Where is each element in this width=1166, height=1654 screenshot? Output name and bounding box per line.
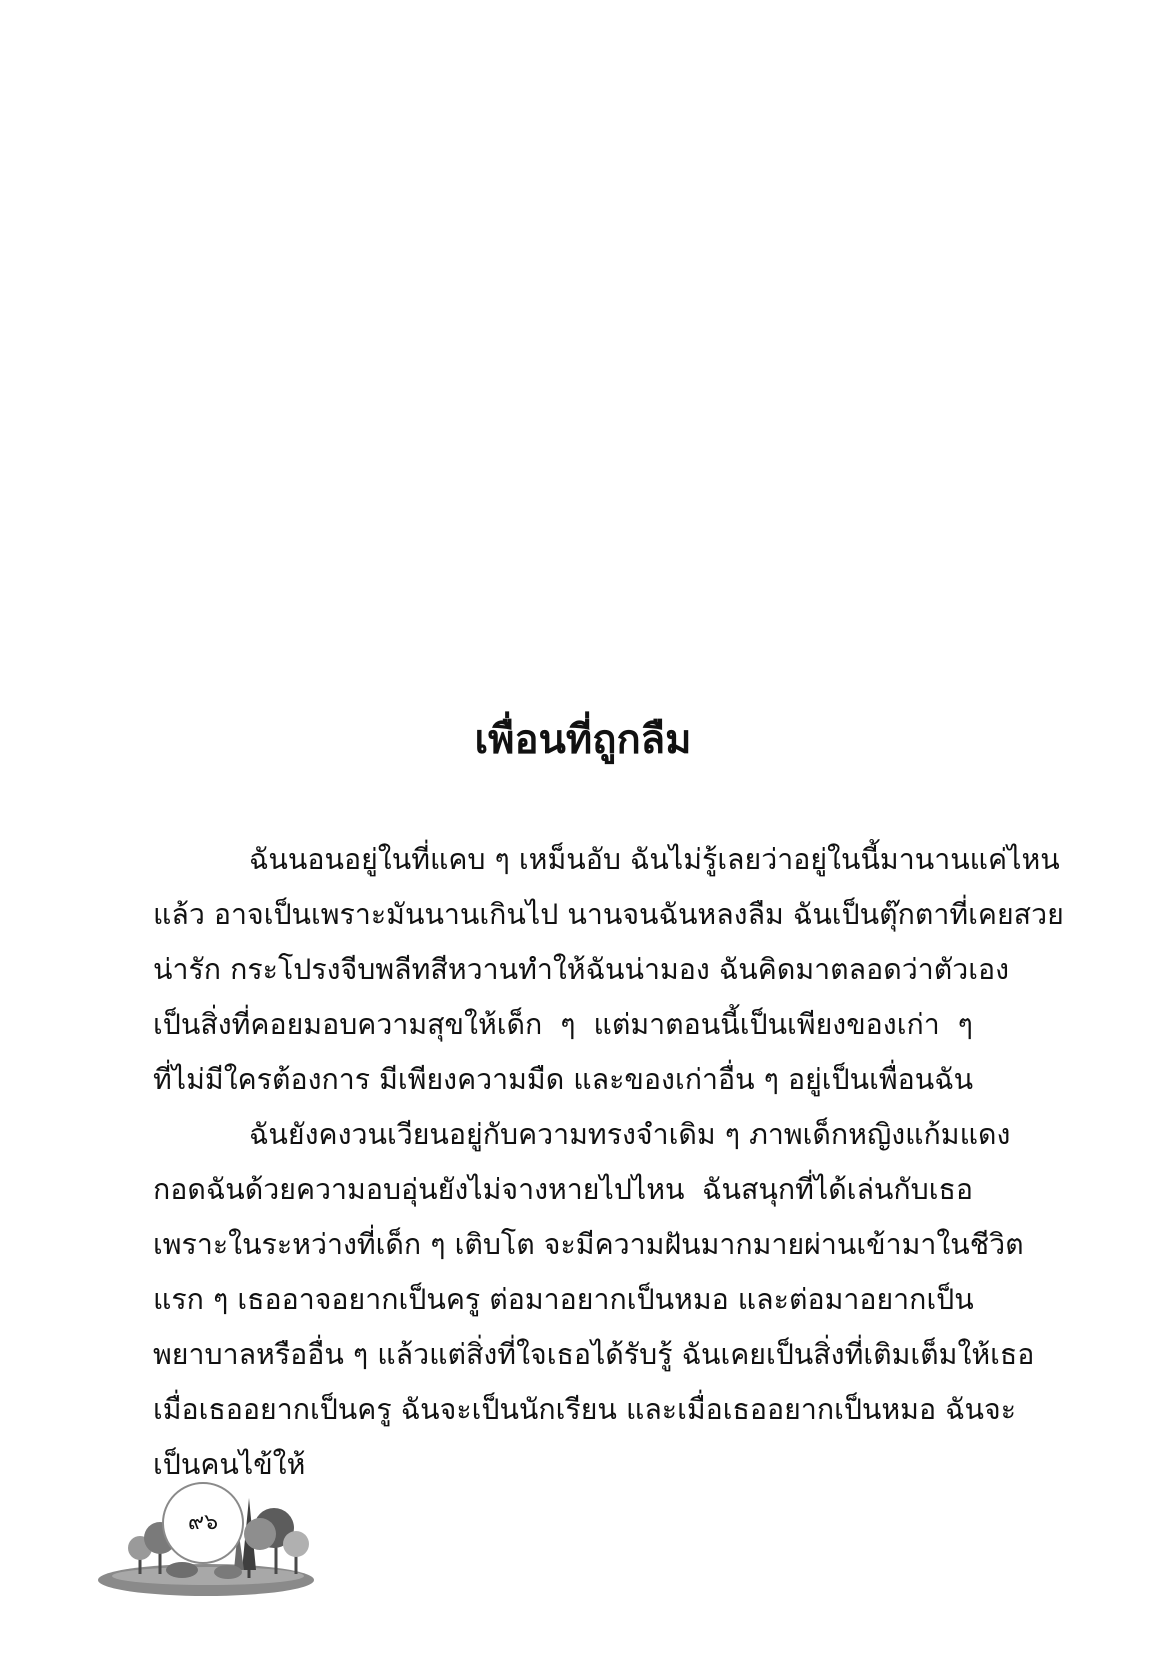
paragraph-2-line-2: กอดฉันด้วยความอบอุ่นยังไม่จางหายไปไหน ฉันสนุกที่ได้เล่นกับเธอ	[153, 1173, 973, 1206]
tree-right-small	[283, 1531, 309, 1557]
chapter-title: เพื่อนที่ถูกลืม	[474, 717, 692, 763]
bush-left	[166, 1562, 198, 1578]
paragraph-2-line-5: พยาบาลหรืออื่น ๆ แล้วแต่สิ่งที่ใจเธอได้รับรู้ ฉันเคยเป็นสิ่งที่เติมเต็มให้เธอ	[153, 1338, 1035, 1371]
paragraph-1-line-1: ฉันนอนอยู่ในที่แคบ ๆ เหม็นอับ ฉันไม่รู้เลยว่าอยู่ในนี้มานานแค่ไหน	[249, 843, 1060, 876]
paragraph-1-line-5: ที่ไม่มีใครต้องการ มีเพียงความมืด และของเก่าอื่น ๆ อยู่เป็นเพื่อนฉัน	[153, 1063, 974, 1096]
paragraph-1-line-2: แล้ว อาจเป็นเพราะมันนานเกินไป นานจนฉันหลงลืม ฉันเป็นตุ๊กตาที่เคยสวย	[153, 898, 1064, 931]
paragraph-1-line-4: เป็นสิ่งที่คอยมอบความสุขให้เด็ก ๆ แต่มาตอนนี้เป็นเพียงของเก่า ๆ	[153, 1008, 973, 1041]
story-body	[153, 832, 1064, 1492]
paragraph-2-line-3: เพราะในระหว่างที่เด็ก ๆ เติบโต จะมีความฝันมากมายผ่านเข้ามาในชีวิต	[153, 1228, 1024, 1261]
paragraph-2-line-6: เมื่อเธออยากเป็นครู ฉันจะเป็นนักเรียน และเมื่อเธออยากเป็นหมอ ฉันจะ	[153, 1393, 1017, 1426]
tree-right-overlap	[244, 1518, 276, 1550]
paragraph-2-line-4: แรก ๆ เธออาจอยากเป็นครู ต่อมาอยากเป็นหมอ และต่อมาอยากเป็น	[153, 1283, 974, 1316]
paragraph-1-line-3: น่ารัก กระโปรงจีบพลีทสีหวานทำให้ฉันน่ามอง ฉันคิดมาตลอดว่าตัวเอง	[153, 953, 1010, 986]
page-number: ๙๖	[187, 1510, 219, 1535]
paragraph-2-line-7: เป็นคนไข้ให้	[153, 1448, 306, 1481]
paragraph-2-line-1: ฉันยังคงวนเวียนอยู่กับความทรงจำเดิม ๆ ภาพเด็กหญิงแก้มแดง	[249, 1118, 1011, 1151]
bush-right	[214, 1565, 242, 1579]
